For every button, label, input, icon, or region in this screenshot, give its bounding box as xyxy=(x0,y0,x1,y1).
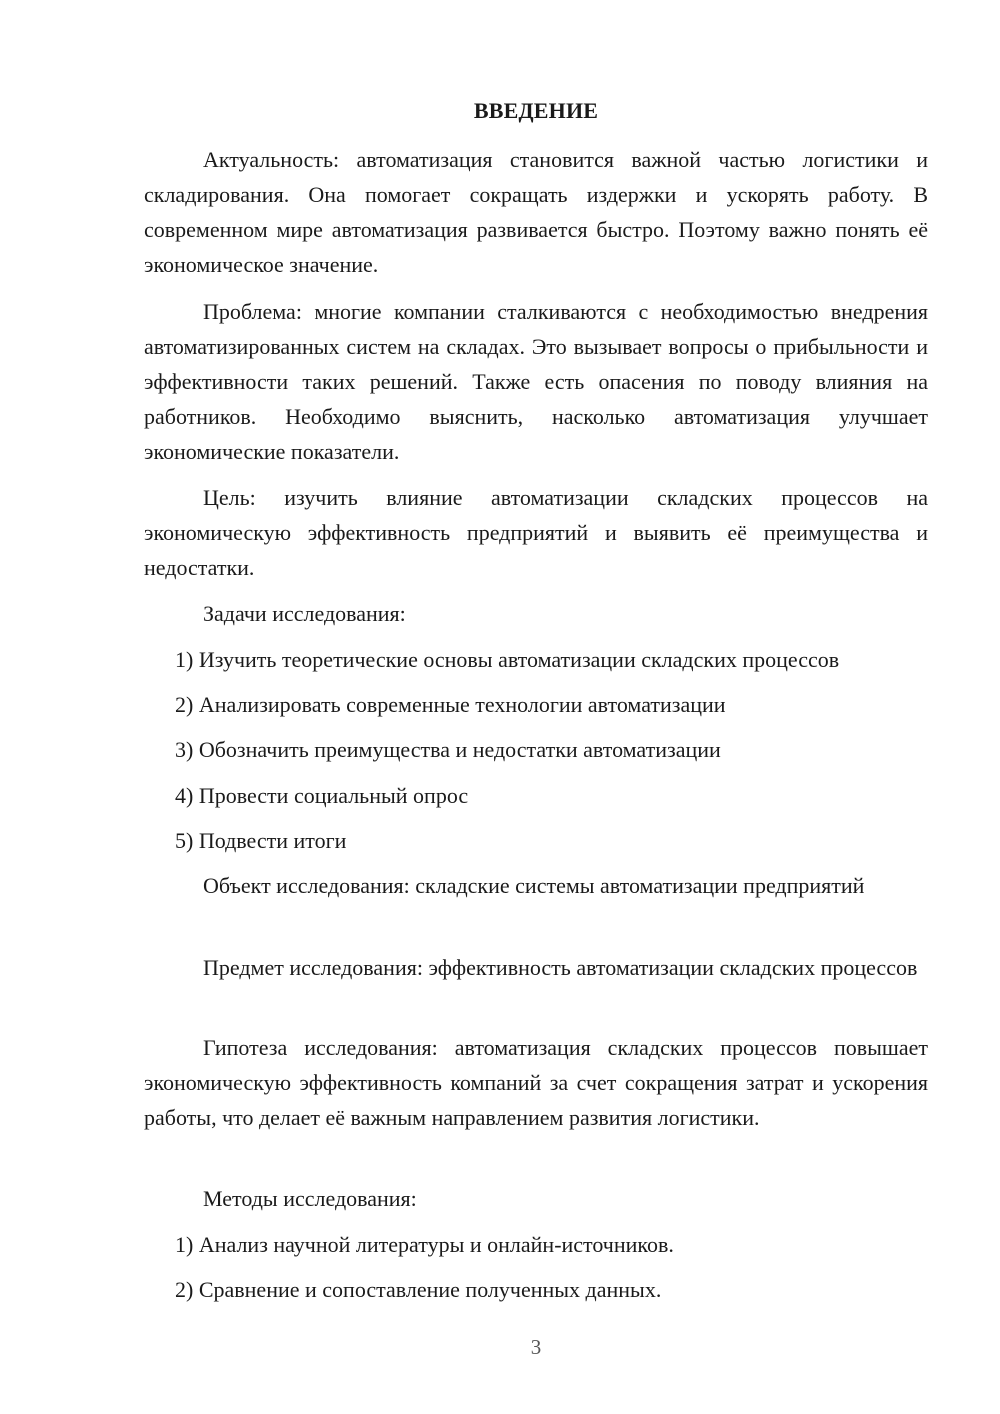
task-item: 5) Подвести итоги xyxy=(175,828,347,853)
section-heading: ВВЕДЕНИЕ xyxy=(473,98,599,123)
object-paragraph: Объект исследования: складские системы автоматизации предприятий xyxy=(203,873,865,898)
subject-paragraph: Предмет исследования: эффективность автоматизации складских процессов xyxy=(203,955,918,980)
hypothesis-paragraph: Гипотеза исследования: автоматизация складских процессов повышает экономическую эффективность компаний за счет сокращения затрат и ускорения работы, что делает её важным направлением развития логистики. xyxy=(144,1035,928,1130)
task-item: 3) Обозначить преимущества и недостатки автоматизации xyxy=(175,737,721,762)
task-item: 2) Анализировать современные технологии автоматизации xyxy=(175,692,726,717)
method-item: 1) Анализ научной литературы и онлайн-источников. xyxy=(175,1232,674,1257)
page-number: 3 xyxy=(530,1335,542,1359)
method-item: 2) Сравнение и сопоставление полученных данных. xyxy=(175,1277,662,1302)
problem-paragraph: Проблема: многие компании сталкиваются с необходимостью внедрения автоматизированных систем на складах. Это вызывает вопросы о прибыльности и эффективности таких решений. Также есть опасения по поводу влияния на работников. Необходимо выяснить, насколько автоматизация улучшает экономические показатели. xyxy=(144,299,928,464)
methods-heading: Методы исследования: xyxy=(203,1186,417,1211)
tasks-heading: Задачи исследования: xyxy=(203,601,406,626)
task-item: 1) Изучить теоретические основы автоматизации складских процессов xyxy=(175,647,840,672)
relevance-paragraph: Актуальность: автоматизация становится важной частью логистики и складирования. Она помогает сокращать издержки и ускорять работу. В современном мире автоматизация развивается быстро. Поэтому важно понять её экономическое значение. xyxy=(144,147,928,277)
goal-paragraph: Цель: изучить влияние автоматизации складских процессов на экономическую эффективность предприятий и выявить её преимущества и недостатки. xyxy=(144,485,928,580)
task-item: 4) Провести социальный опрос xyxy=(175,783,469,808)
